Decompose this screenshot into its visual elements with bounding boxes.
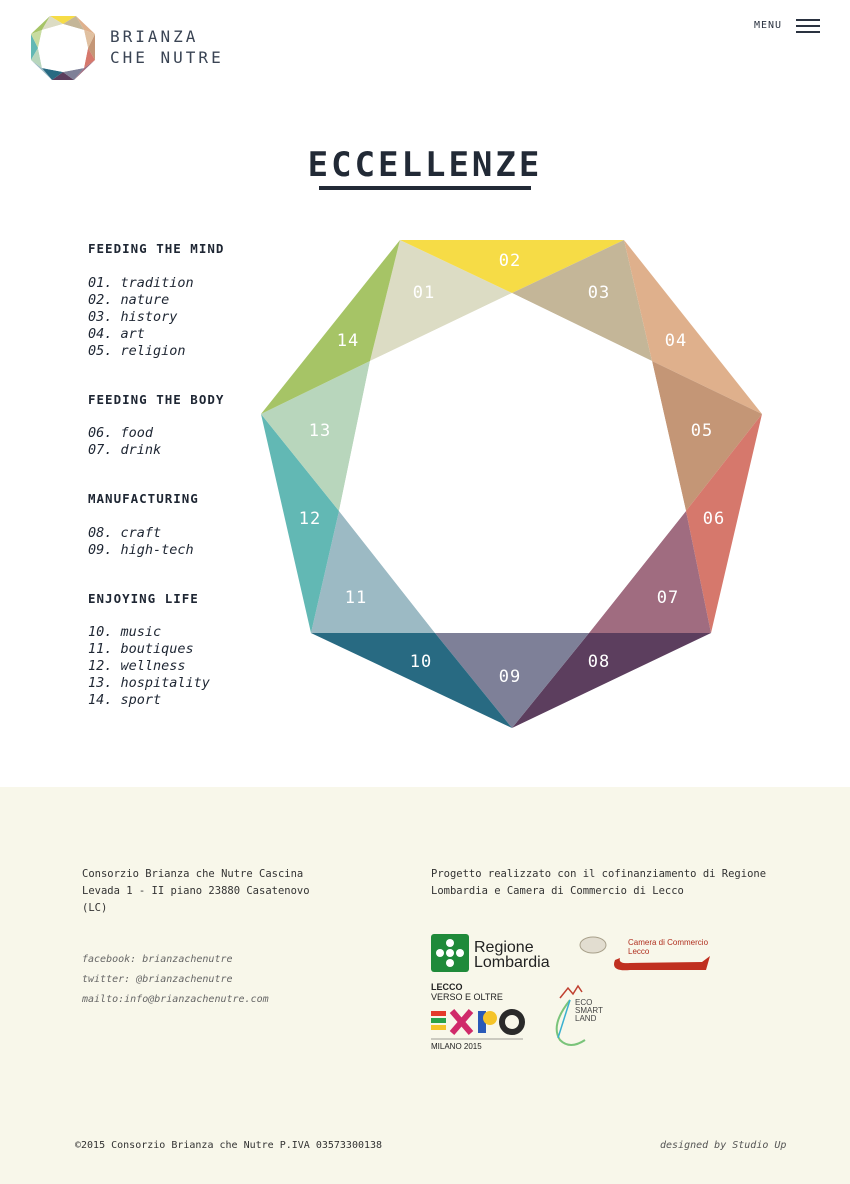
- wheel-label-07: 07: [656, 588, 680, 608]
- item-number: 09.: [88, 542, 113, 558]
- item-label: boutiques: [120, 641, 194, 657]
- list-item[interactable]: [88, 425, 153, 442]
- list-item[interactable]: [88, 275, 194, 292]
- excellence-wheel: [255, 235, 770, 735]
- title-underline: [319, 186, 531, 190]
- item-number: 14.: [88, 692, 113, 708]
- address-line: Consorzio Brianza che Nutre Cascina: [82, 868, 304, 880]
- item-label: food: [120, 425, 154, 441]
- list-item[interactable]: [88, 692, 161, 709]
- list-item[interactable]: [88, 525, 161, 542]
- wheel-label-03: 03: [587, 283, 611, 303]
- item-number: 06.: [88, 425, 113, 441]
- item-label: high-tech: [120, 542, 194, 558]
- wheel-label-12: 12: [298, 509, 322, 529]
- copyright-text: ©2015 Consorzio Brianza che Nutre P.IVA 03573300138: [75, 1140, 383, 1151]
- item-label: tradition: [120, 275, 194, 291]
- item-label: hospitality: [120, 675, 210, 691]
- email-link[interactable]: mailto:info@brianzachenutre.com: [82, 994, 269, 1005]
- lecco-text: LECCO: [431, 982, 463, 992]
- brand-name-line1[interactable]: BRIANZA: [110, 27, 199, 46]
- camera-text-1: Camera di Commercio: [628, 938, 709, 947]
- item-number: 10.: [88, 624, 113, 640]
- item-number: 12.: [88, 658, 113, 674]
- wheel-label-02: 02: [498, 251, 522, 271]
- wheel-label-11: 11: [344, 588, 368, 608]
- twitter-link[interactable]: twitter: @brianzachenutre: [82, 974, 233, 985]
- project-credits: [431, 866, 766, 900]
- list-item[interactable]: [88, 309, 177, 326]
- address-line: (LC): [82, 902, 108, 914]
- wheel-label-06: 06: [702, 509, 726, 529]
- eco-text-1: ECO: [575, 998, 593, 1007]
- regione-lombardia-logo[interactable]: [431, 934, 550, 972]
- partner-logos: [430, 930, 730, 1060]
- lecco-subtext: VERSO E OLTRE: [431, 992, 503, 1002]
- menu-label[interactable]: MENU: [754, 20, 783, 31]
- item-label: wellness: [120, 658, 186, 674]
- list-item[interactable]: [88, 343, 186, 360]
- project-line: Progetto realizzato con il cofinanziamento di Regione: [431, 868, 767, 880]
- expo-logo[interactable]: [431, 982, 523, 1051]
- item-number: 05.: [88, 343, 113, 359]
- social-links: [82, 950, 269, 1010]
- footer-address: [82, 866, 310, 917]
- regione-text-1: Regione: [474, 939, 534, 956]
- wheel-label-01: 01: [412, 283, 436, 303]
- item-number: 01.: [88, 275, 113, 291]
- hamburger-menu-icon[interactable]: [796, 19, 820, 35]
- item-label: nature: [120, 292, 170, 308]
- item-label: sport: [120, 692, 162, 708]
- address-line: Levada 1 - II piano 23880 Casatenovo: [82, 885, 310, 897]
- item-label: history: [120, 309, 178, 325]
- list-item[interactable]: [88, 542, 194, 559]
- item-number: 08.: [88, 525, 113, 541]
- category-title-manufacturing: MANUFACTURING: [88, 491, 199, 506]
- item-number: 04.: [88, 326, 113, 342]
- list-item[interactable]: [88, 675, 210, 692]
- wheel-label-13: 13: [308, 421, 332, 441]
- wheel-label-09: 09: [498, 667, 522, 687]
- wheel-label-04: 04: [664, 331, 688, 351]
- item-label: craft: [120, 525, 162, 541]
- regione-text-2: Lombardia: [474, 954, 550, 971]
- item-label: art: [120, 326, 145, 342]
- wheel-label-05: 05: [690, 421, 714, 441]
- list-item[interactable]: [88, 624, 161, 641]
- wheel-label-08: 08: [587, 652, 611, 672]
- wheel-label-10: 10: [409, 652, 433, 672]
- designed-by-link[interactable]: designed by Studio Up: [660, 1140, 787, 1151]
- item-number: 03.: [88, 309, 113, 325]
- category-title-mind: FEEDING THE MIND: [88, 241, 225, 256]
- camera-commercio-logo[interactable]: [580, 937, 710, 970]
- expo-city: MILANO 2015: [431, 1042, 482, 1051]
- wheel-label-14: 14: [336, 331, 360, 351]
- project-line: Lombardia e Camera di Commercio di Lecco: [431, 885, 684, 897]
- list-item[interactable]: [88, 292, 169, 309]
- eco-text-3: LAND: [575, 1014, 597, 1023]
- item-number: 11.: [88, 641, 113, 657]
- eco-text-2: SMART: [575, 1006, 603, 1015]
- item-label: music: [120, 624, 162, 640]
- item-number: 02.: [88, 292, 113, 308]
- facebook-link[interactable]: facebook: brianzachenutre: [82, 954, 233, 965]
- brand-logo-icon[interactable]: [28, 14, 98, 84]
- category-title-body: FEEDING THE BODY: [88, 392, 225, 407]
- item-number: 13.: [88, 675, 113, 691]
- category-title-life: ENJOYING LIFE: [88, 591, 199, 606]
- item-number: 07.: [88, 442, 113, 458]
- list-item[interactable]: [88, 326, 145, 343]
- item-label: drink: [120, 442, 162, 458]
- camera-text-2: Lecco: [628, 947, 650, 956]
- list-item[interactable]: [88, 658, 186, 675]
- list-item[interactable]: [88, 442, 161, 459]
- brand-name-line2[interactable]: CHE NUTRE: [110, 48, 224, 67]
- item-label: religion: [120, 343, 186, 359]
- page-title: ECCELLENZE: [307, 145, 543, 185]
- list-item[interactable]: [88, 641, 194, 658]
- eco-smart-land-logo[interactable]: [557, 986, 603, 1045]
